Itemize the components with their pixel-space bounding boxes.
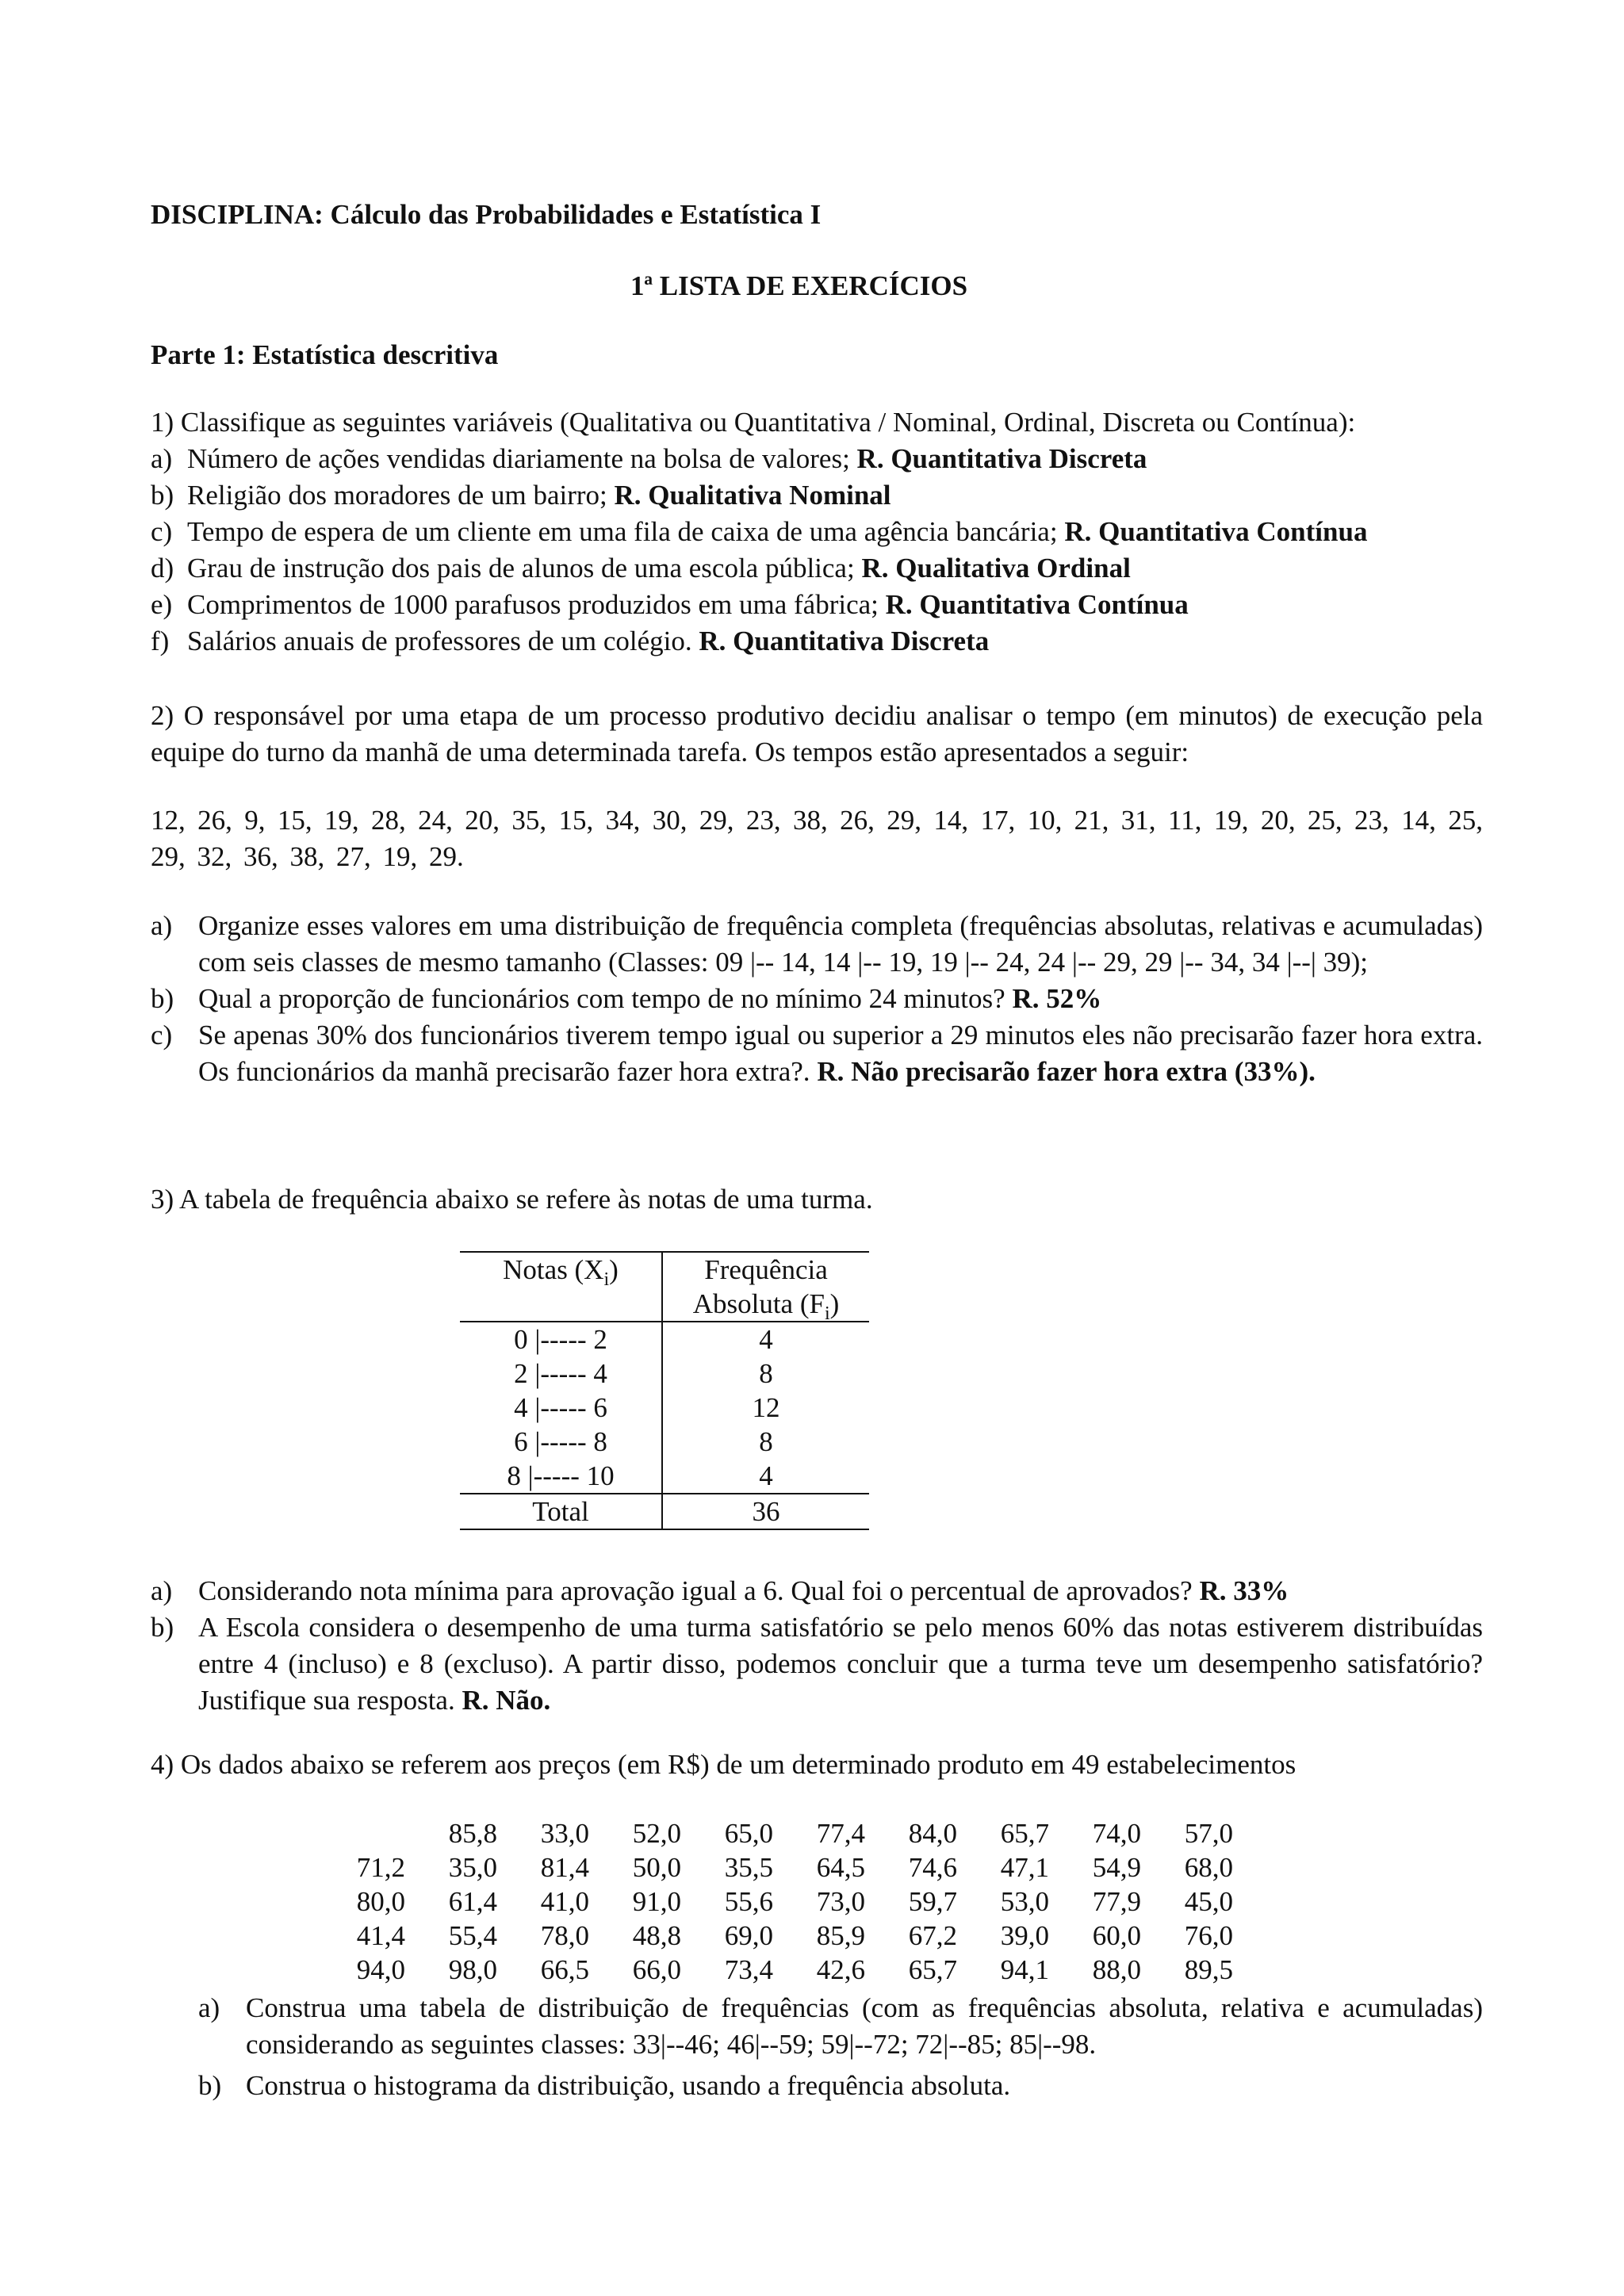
q2-intro: 2) O responsável por uma etapa de um processo produtivo decidiu analisar o tempo (em minutos) de execução pela equipe do turno da manhã de uma determinada tarefa. Os tempos estão apresentados a seguir:	[151, 700, 1483, 767]
total-value: 36	[662, 1494, 869, 1529]
price-cell: 67,2	[908, 1920, 957, 1951]
part-title: Parte 1: Estatística descritiva	[151, 339, 499, 370]
price-cell: 65,0	[724, 1818, 773, 1849]
total-label: Total	[460, 1494, 662, 1529]
price-cell: 47,1	[1000, 1852, 1049, 1883]
price-cell: 94,1	[1000, 1954, 1049, 1985]
price-cell: 55,4	[448, 1920, 497, 1951]
list-item	[151, 587, 1483, 623]
price-cell: 50,0	[632, 1852, 681, 1883]
table-row	[460, 1391, 869, 1425]
item-text: Número de ações vendidas diariamente na bolsa de valores;	[187, 443, 857, 474]
price-cell: 68,0	[1184, 1852, 1233, 1883]
price-cell: 81,4	[540, 1852, 589, 1883]
price-cell: 85,8	[448, 1818, 497, 1849]
list-item	[151, 908, 1483, 981]
item-label: b)	[151, 480, 174, 511]
item-text: Se apenas 30% dos funcionários tiverem tempo igual ou superior a 29 minutos eles não precisarão fazer hora extra. Os funcionários da manhã precisarão fazer hora extra?.	[198, 1020, 1483, 1087]
item-label: a)	[151, 1575, 173, 1606]
table-row	[460, 1425, 869, 1459]
price-cell: 60,0	[1092, 1920, 1141, 1951]
price-cell: 41,4	[356, 1920, 405, 1951]
item-answer: R. Quantitativa Contínua	[1064, 516, 1368, 547]
item-answer: R. Quantitativa Discreta	[856, 443, 1147, 474]
price-cell: 45,0	[1184, 1886, 1233, 1917]
header-notas: Notas $(X_i)$	[460, 1252, 662, 1322]
price-cell: 77,4	[816, 1818, 865, 1849]
q2-items	[151, 908, 1483, 1090]
list-item	[151, 1573, 1483, 1609]
item-text: Construa uma tabela de distribuição de frequências (com as frequências absoluta, relativa e acumuladas) considerando as seguintes classes: 33|--46; 46|--59; 59|--72; 72|--85; 85|--98.	[246, 1992, 1483, 2060]
list-item	[198, 1990, 1483, 2063]
price-cell: 73,0	[816, 1886, 865, 1917]
freq-cell: 4	[759, 1460, 773, 1491]
table-row	[313, 1952, 1233, 1986]
item-text: Tempo de espera de um cliente em uma fila de caixa de uma agência bancária;	[187, 516, 1065, 547]
q3-intro: 3) A tabela de frequência abaixo se refere às notas de uma turma.	[151, 1184, 873, 1215]
item-text: Grau de instrução dos pais de alunos de uma escola pública;	[187, 553, 862, 584]
list-item	[151, 623, 1483, 660]
table-row	[313, 1816, 1233, 1850]
class-cell: 0 |----- 2	[460, 1322, 662, 1357]
price-cell: 61,4	[448, 1886, 497, 1917]
price-cell: 42,6	[816, 1954, 865, 1985]
price-cell: 98,0	[448, 1954, 497, 1985]
list-title: 1ª LISTA DE EXERCÍCIOS	[630, 270, 968, 301]
item-answer: R. Quantitativa Contínua	[885, 589, 1189, 620]
item-label: e)	[151, 589, 173, 620]
class-cell: 6 |----- 8	[460, 1425, 662, 1459]
item-answer: R. 33%	[1199, 1575, 1289, 1606]
price-cell: 91,0	[632, 1886, 681, 1917]
price-cell	[313, 1816, 405, 1850]
price-cell: 48,8	[632, 1920, 681, 1951]
list-item	[151, 1017, 1483, 1090]
table-row	[460, 1459, 869, 1494]
price-cell: 65,7	[1000, 1818, 1049, 1849]
list-item	[151, 441, 1483, 477]
price-cell: 66,5	[540, 1954, 589, 1985]
q4-items	[198, 1990, 1483, 2104]
price-cell: 54,9	[1092, 1852, 1141, 1883]
item-text: Religião dos moradores de um bairro;	[187, 480, 615, 511]
freq-cell: 12	[752, 1392, 780, 1423]
price-cell: 59,7	[908, 1886, 957, 1917]
price-cell: 84,0	[908, 1818, 957, 1849]
item-label: c)	[151, 1020, 173, 1050]
item-text: Organize esses valores em uma distribuição de frequência completa (frequências absolutas, relativas e acumuladas) com seis classes de mesmo tamanho (Classes: 09 |-- 14, 14 |-- 19, 19 |-- 24, 24 |-- 29, 29 |-- 34, 34 |--| 39);	[198, 910, 1483, 978]
item-text: A Escola considera o desempenho de uma turma satisfatório se pelo menos 60% das notas estiverem distribuídas entre 4 (incluso) e 8 (excluso). A partir disso, podemos concluir que a turma teve um desempenho satisfatório? Justifique sua resposta.	[198, 1612, 1483, 1716]
list-item	[151, 477, 1483, 514]
price-cell: 69,0	[724, 1920, 773, 1951]
price-cell: 52,0	[632, 1818, 681, 1849]
price-cell: 74,6	[908, 1852, 957, 1883]
price-cell: 94,0	[356, 1954, 405, 1985]
item-answer: R. Não.	[462, 1685, 551, 1716]
freq-cell: 8	[759, 1358, 773, 1389]
price-cell: 77,9	[1092, 1886, 1141, 1917]
q1-items	[151, 441, 1483, 660]
table-row	[313, 1884, 1233, 1918]
item-label: b)	[198, 2070, 222, 2101]
table-header-row	[460, 1252, 869, 1322]
item-label: a)	[198, 1992, 220, 2023]
class-cell: 8 |----- 10	[460, 1459, 662, 1494]
price-data-grid	[313, 1816, 1233, 1986]
price-cell: 88,0	[1092, 1954, 1141, 1985]
class-cell: 2 |----- 4	[460, 1357, 662, 1391]
item-label: a)	[151, 443, 173, 474]
price-cell: 89,5	[1184, 1954, 1233, 1985]
discipline-heading: DISCIPLINA: Cálculo das Probabilidades e Estatística I	[151, 199, 822, 230]
price-cell: 65,7	[908, 1954, 957, 1985]
price-cell: 71,2	[356, 1852, 405, 1883]
price-cell: 53,0	[1000, 1886, 1049, 1917]
price-cell: 74,0	[1092, 1818, 1141, 1849]
item-answer: R. 52%	[1012, 983, 1102, 1014]
price-cell: 33,0	[540, 1818, 589, 1849]
list-item	[151, 1609, 1483, 1719]
table-row	[313, 1850, 1233, 1884]
table-row	[460, 1357, 869, 1391]
item-text: Construa o histograma da distribuição, usando a frequência absoluta.	[246, 2070, 1011, 2101]
item-label: b)	[151, 1612, 174, 1643]
q2-data: 12, 26, 9, 15, 19, 28, 24, 20, 35, 15, 34, 30, 29, 23, 38, 26, 29, 14, 17, 10, 21, 31, 11, 19, 20, 25, 23, 14, 25, 29, 32, 36, 38, 27, 19, 29.	[151, 805, 1483, 872]
item-text: Salários anuais de professores de um colégio.	[187, 626, 699, 656]
price-cell: 80,0	[356, 1886, 405, 1917]
freq-cell: 4	[759, 1324, 773, 1355]
price-cell: 78,0	[540, 1920, 589, 1951]
header-frequencia: Frequência Absoluta $(F_i)$	[662, 1252, 869, 1322]
price-cell: 85,9	[816, 1920, 865, 1951]
grades-frequency-table	[460, 1251, 869, 1530]
item-label: c)	[151, 516, 173, 547]
q1-intro: 1) Classifique as seguintes variáveis (Qualitativa ou Quantitativa / Nominal, Ordinal, Discreta ou Contínua):	[151, 407, 1356, 438]
price-cell: 41,0	[540, 1886, 589, 1917]
item-answer: R. Qualitativa Ordinal	[861, 553, 1131, 584]
item-answer: R. Não precisarão fazer hora extra (33%).	[817, 1056, 1316, 1087]
item-label: d)	[151, 553, 174, 584]
item-text: Considerando nota mínima para aprovação igual a 6. Qual foi o percentual de aprovados?	[198, 1575, 1200, 1606]
price-cell: 57,0	[1184, 1818, 1233, 1849]
q4-intro: 4) Os dados abaixo se referem aos preços (em R$) de um determinado produto em 49 estabelecimentos	[151, 1749, 1297, 1780]
table-row	[313, 1918, 1233, 1952]
list-item	[151, 514, 1483, 550]
item-text: Comprimentos de 1000 parafusos produzidos em uma fábrica;	[187, 589, 886, 620]
list-item	[198, 2068, 1483, 2104]
table-total-row	[460, 1494, 869, 1529]
freq-cell: 8	[759, 1426, 773, 1457]
table-row	[460, 1322, 869, 1357]
price-cell: 35,0	[448, 1852, 497, 1883]
q3-items	[151, 1573, 1483, 1719]
price-cell: 64,5	[816, 1852, 865, 1883]
item-text: Qual a proporção de funcionários com tempo de no mínimo 24 minutos?	[198, 983, 1013, 1014]
list-item	[151, 550, 1483, 587]
item-answer: R. Qualitativa Nominal	[614, 480, 891, 511]
price-cell: 66,0	[632, 1954, 681, 1985]
item-label: b)	[151, 983, 174, 1014]
price-cell: 73,4	[724, 1954, 773, 1985]
price-cell: 55,6	[724, 1886, 773, 1917]
item-label: a)	[151, 910, 173, 941]
item-label: f)	[151, 626, 170, 656]
item-answer: R. Quantitativa Discreta	[699, 626, 990, 656]
price-cell: 39,0	[1000, 1920, 1049, 1951]
price-cell: 35,5	[724, 1852, 773, 1883]
class-cell: 4 |----- 6	[460, 1391, 662, 1425]
price-cell: 76,0	[1184, 1920, 1233, 1951]
list-item	[151, 981, 1483, 1017]
